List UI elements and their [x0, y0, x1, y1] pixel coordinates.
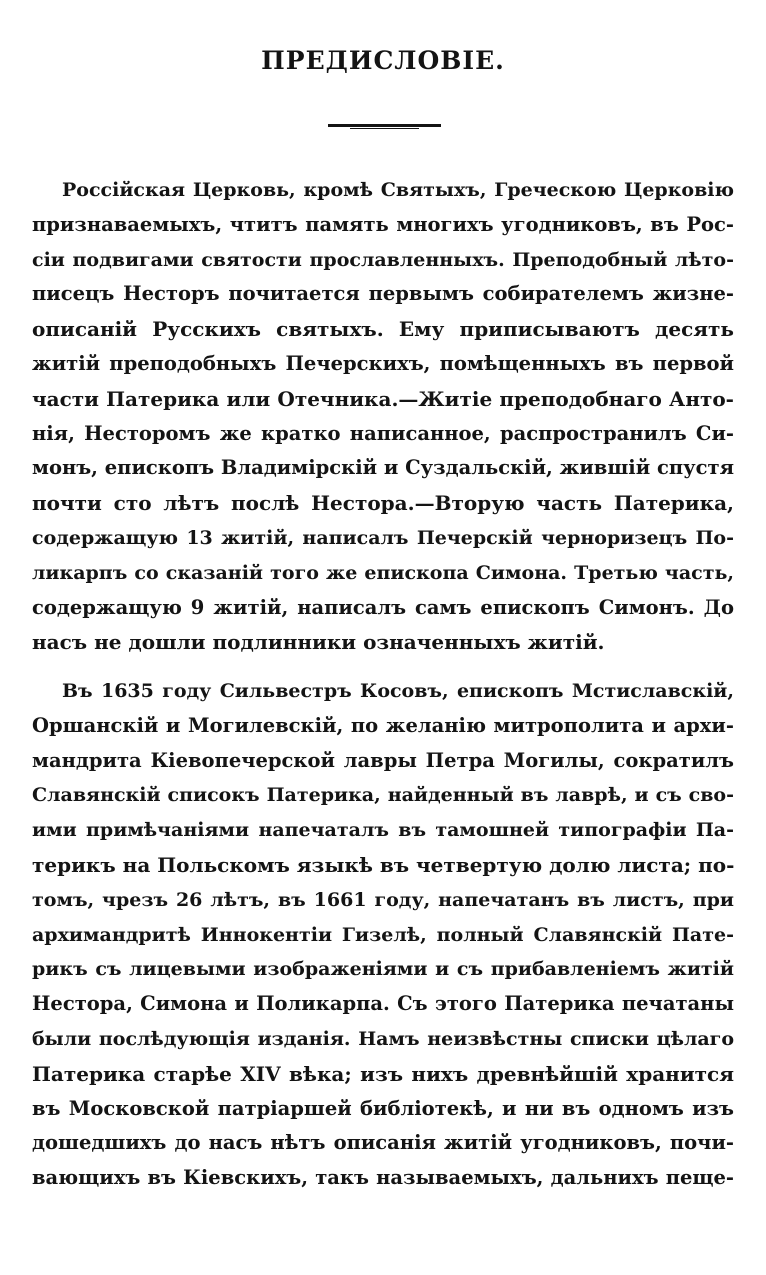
- paragraph-2-line: Патерика старѣе XIV вѣка; изъ нихъ древнѣйшій хранится: [32, 1061, 734, 1086]
- paragraph-1-line: житій преподобныхъ Печерскихъ, помѣщенныхъ въ первой: [32, 351, 734, 375]
- paragraph-1-line: почти сто лѣтъ послѣ Нестора.—Вторую часть Патерика,: [32, 491, 734, 516]
- paragraph-1-line: содержащую 9 житій, написалъ самъ епископъ Симонъ. До: [32, 595, 734, 619]
- paragraph-1-line: сіи подвигами святости прославленныхъ. Преподобный лѣто-: [32, 248, 734, 271]
- paragraph-1-line: ликарпъ со сказаній того же епископа Симона. Третью часть,: [32, 561, 734, 584]
- paragraph-2-line: архимандритѣ Иннокентіи Гизелѣ, полный Славянскій Пате-: [32, 923, 734, 946]
- paragraph-2-line: мандрита Кіевопечерской лавры Петра Могилы, сократилъ: [32, 748, 734, 772]
- paragraph-1-line: нія, Несторомъ же кратко написанное, распространилъ Си-: [32, 421, 734, 445]
- paragraph-1-line: писецъ Несторъ почитается первымъ собирателемъ жизне-: [32, 282, 734, 306]
- paragraph-1-line: признаваемыхъ, чтитъ память многихъ угодниковъ, въ Рос-: [32, 212, 734, 236]
- paragraph-2-line: дошедшихъ до насъ нѣтъ описанія житій угодниковъ, почи-: [32, 1131, 734, 1155]
- paragraph-1: [32, 173, 734, 660]
- paragraph-2-line: Нестора, Симона и Поликарпа. Съ этого Патерика печатаны: [32, 992, 734, 1016]
- paragraph-2-line: рикъ съ лицевыми изображеніями и съ прибавленіемъ житій: [32, 958, 734, 981]
- paragraph-1-line: Россійская Церковь, кромѣ Святыхъ, Греческою Церковію: [62, 179, 734, 201]
- paragraph-2-line: Въ 1635 году Сильвестръ Косовъ, епископъ Мстиславскій,: [62, 680, 734, 702]
- paragraph-2-line: Оршанскій и Могилевскій, по желанію митрополита и архи-: [32, 713, 734, 737]
- paragraph-1-line: описаній Русскихъ святыхъ. Ему приписываютъ десять: [32, 317, 734, 342]
- page-title: ПРЕДИСЛОВІЕ.: [261, 46, 505, 75]
- paragraph-1-line: насъ не дошли подлинники означенныхъ житій.: [32, 630, 605, 655]
- paragraph-2-line: были послѣдующія изданія. Намъ неизвѣстны списки цѣлаго: [32, 1027, 734, 1050]
- paragraph-2-line: томъ, чрезъ 26 лѣтъ, въ 1661 году, напечатанъ въ листъ, при: [32, 888, 734, 911]
- paragraph-2-line: вающихъ въ Кіевскихъ, такъ называемыхъ, дальнихъ пеще-: [32, 1166, 734, 1190]
- paragraph-1-line: части Патерика или Отечника.—Житіе преподобнаго Анто-: [32, 386, 734, 411]
- title-divider: [328, 124, 441, 127]
- paragraph-2-line: Славянскій списокъ Патерика, найденный въ лаврѣ, и съ сво-: [32, 784, 734, 807]
- paragraph-1-line: содержащую 13 житій, написалъ Печерскій черноризецъ По-: [32, 526, 734, 549]
- paragraph-1-line: монъ, епископъ Владимірскій и Суздальскій, жившій спустя: [32, 456, 734, 480]
- paragraph-2-line: терикъ на Польскомъ языкѣ въ четвертую долю листа; по-: [32, 852, 734, 877]
- paragraph-2: [32, 674, 734, 1196]
- paragraph-2-line: въ Московской патріаршей библіотекѣ, и ни въ одномъ изъ: [32, 1096, 734, 1120]
- paragraph-2-line: ими примѣчаніями напечаталъ въ тамошней типографіи Па-: [32, 819, 734, 842]
